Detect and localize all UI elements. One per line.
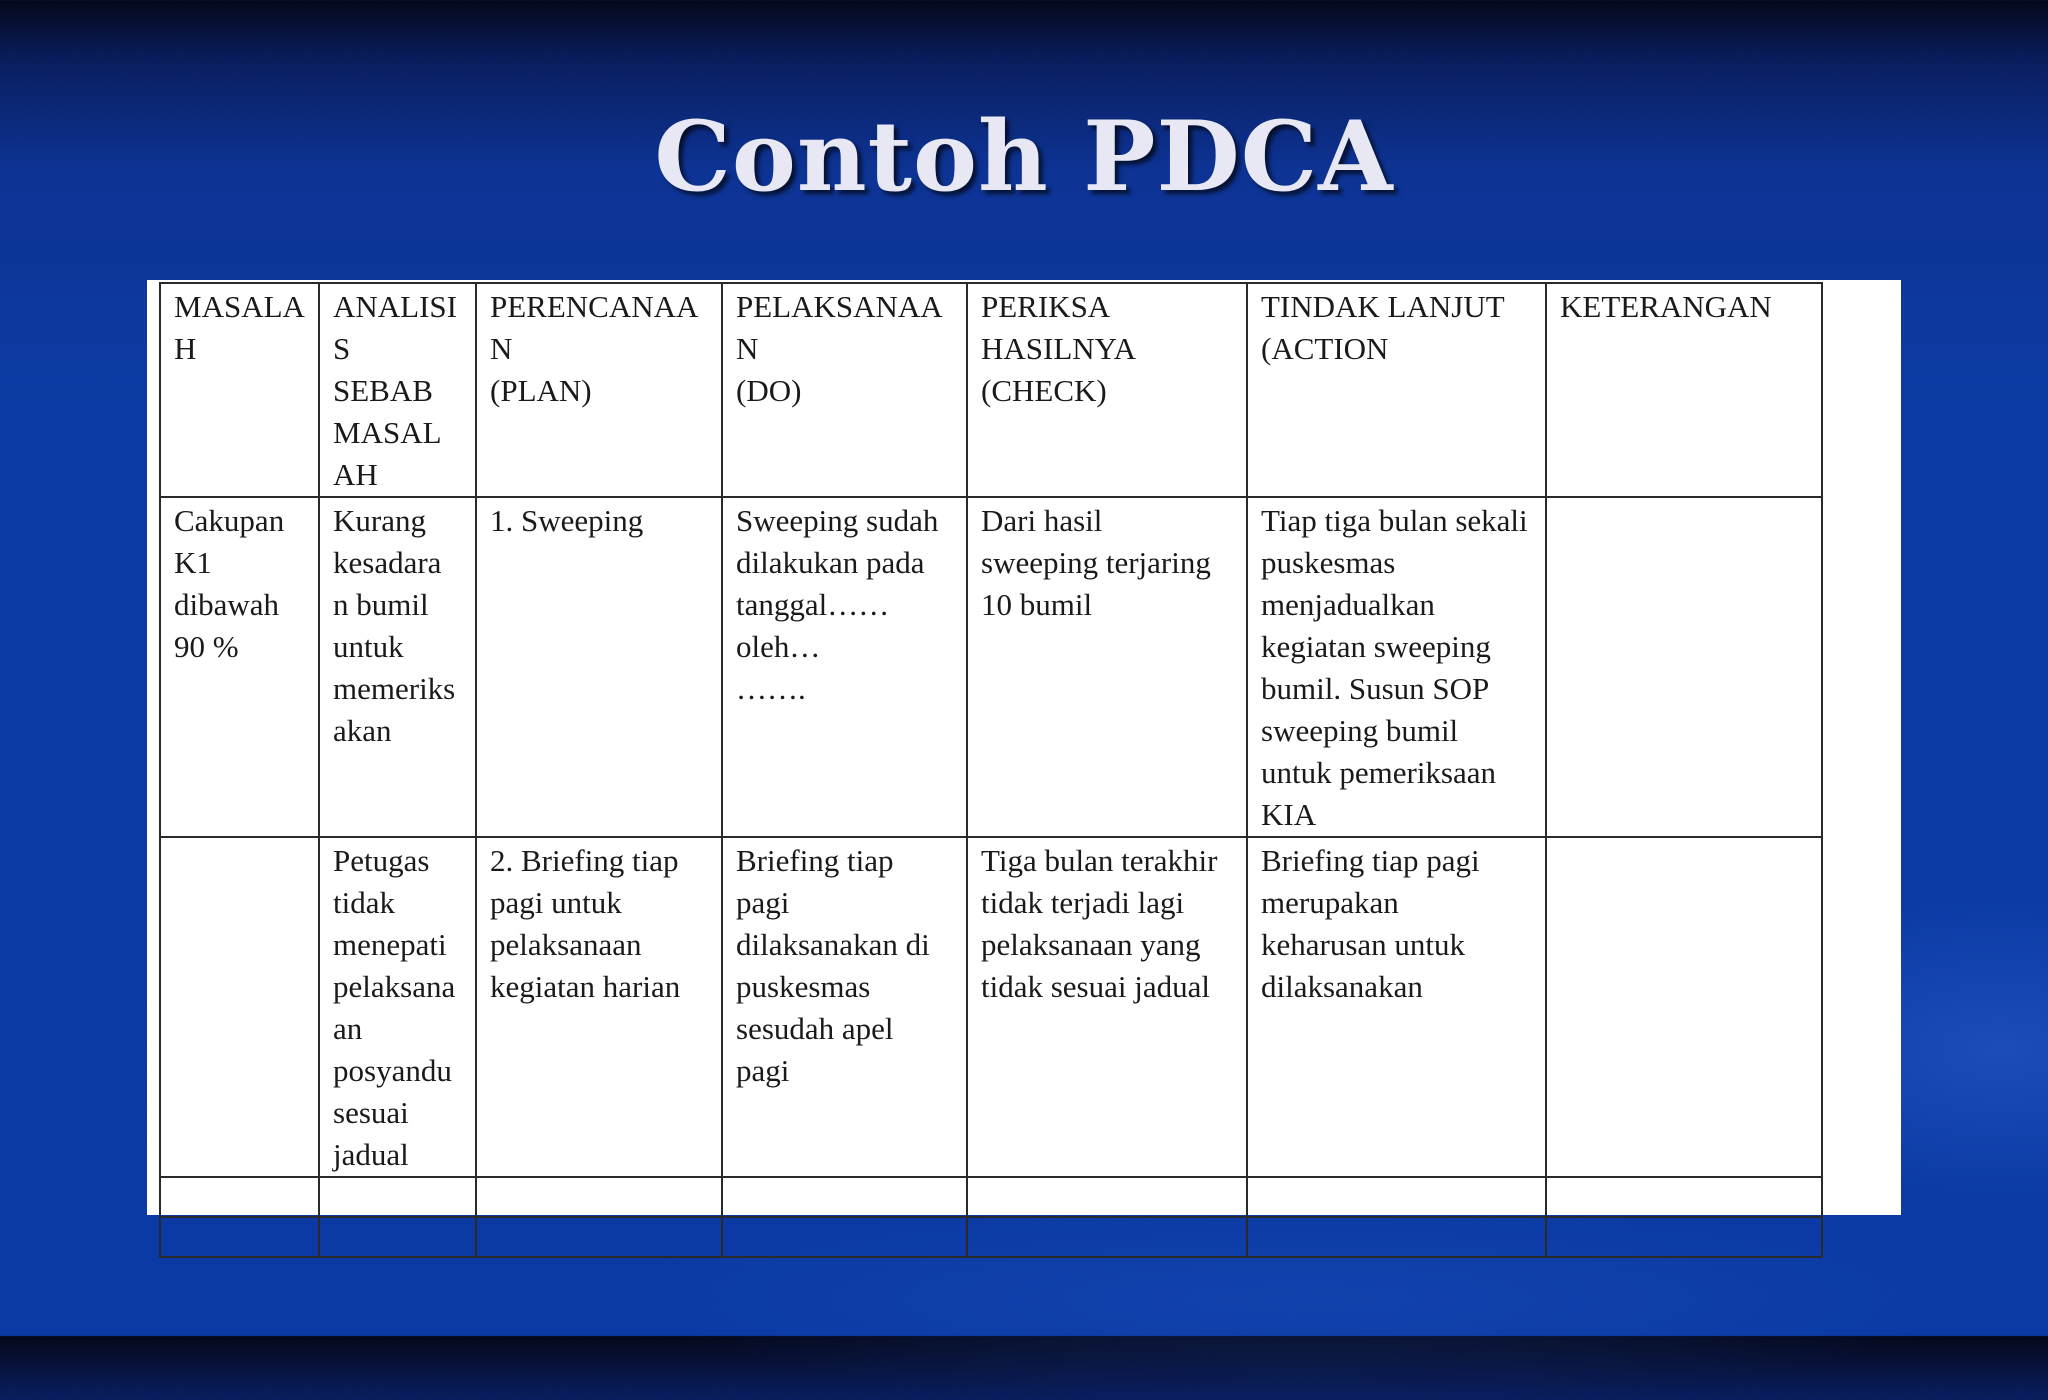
table-cell: Briefing tiap pagi merupakan keharusan untuk dilaksanakan xyxy=(1247,837,1546,1177)
header-cell-analisis: ANALISIS SEBAB MASALAH xyxy=(319,283,476,497)
table-cell xyxy=(476,1177,722,1217)
table-cell xyxy=(722,1217,967,1257)
header-cell-masalah: MASALAH xyxy=(160,283,319,497)
table-row-empty xyxy=(160,1217,1822,1257)
table-cell: Tiga bulan terakhir tidak terjadi lagi pelaksanaan yang tidak sesuai jadual xyxy=(967,837,1247,1177)
table-cell xyxy=(160,1217,319,1257)
table-cell: 1. Sweeping xyxy=(476,497,722,837)
table-cell xyxy=(722,1177,967,1217)
table-cell xyxy=(1546,497,1822,837)
table-cell: Briefing tiap pagi dilaksanakan di puskesmas sesudah apel pagi xyxy=(722,837,967,1177)
table-cell xyxy=(1546,1177,1822,1217)
table-cell xyxy=(967,1217,1247,1257)
table-cell xyxy=(160,1177,319,1217)
pdca-table xyxy=(159,282,1823,1258)
table-cell: Tiap tiga bulan sekali puskesmas menjadualkan kegiatan sweeping bumil. Susun SOP sweeping bumil untuk pemeriksaan KIA xyxy=(1247,497,1546,837)
table-cell xyxy=(476,1217,722,1257)
table-cell: Petugas tidak menepati pelaksana an posyandu sesuai jadual xyxy=(319,837,476,1177)
table-cell xyxy=(967,1177,1247,1217)
table-row xyxy=(160,497,1822,837)
header-cell-keterangan: KETERANGAN xyxy=(1546,283,1822,497)
header-cell-tindak-lanjut: TINDAK LANJUT (ACTION xyxy=(1247,283,1546,497)
header-cell-periksa: PERIKSA HASILNYA (CHECK) xyxy=(967,283,1247,497)
table-cell xyxy=(1546,1217,1822,1257)
table-cell: Dari hasil sweeping terjaring 10 bumil xyxy=(967,497,1247,837)
table-cell: Sweeping sudah dilakukan pada tanggal……oleh… ……. xyxy=(722,497,967,837)
table-cell: Kurang kesadara n bumil untuk memeriks akan xyxy=(319,497,476,837)
table-cell xyxy=(1546,837,1822,1177)
table-cell xyxy=(319,1217,476,1257)
table-row-empty xyxy=(160,1177,1822,1217)
table-panel xyxy=(147,280,1901,1215)
table-cell xyxy=(1247,1217,1546,1257)
table-cell: Cakupan K1 dibawah 90 % xyxy=(160,497,319,837)
header-cell-pelaksanaan: PELAKSANAAN (DO) xyxy=(722,283,967,497)
table-header-row xyxy=(160,283,1822,497)
slide-title: Contoh PDCA xyxy=(654,100,1394,213)
table-row xyxy=(160,837,1822,1177)
table-cell xyxy=(160,837,319,1177)
table-cell xyxy=(1247,1177,1546,1217)
table-cell: 2. Briefing tiap pagi untuk pelaksanaan kegiatan harian xyxy=(476,837,722,1177)
table-cell xyxy=(319,1177,476,1217)
header-cell-perencanaan: PERENCANAAN (PLAN) xyxy=(476,283,722,497)
